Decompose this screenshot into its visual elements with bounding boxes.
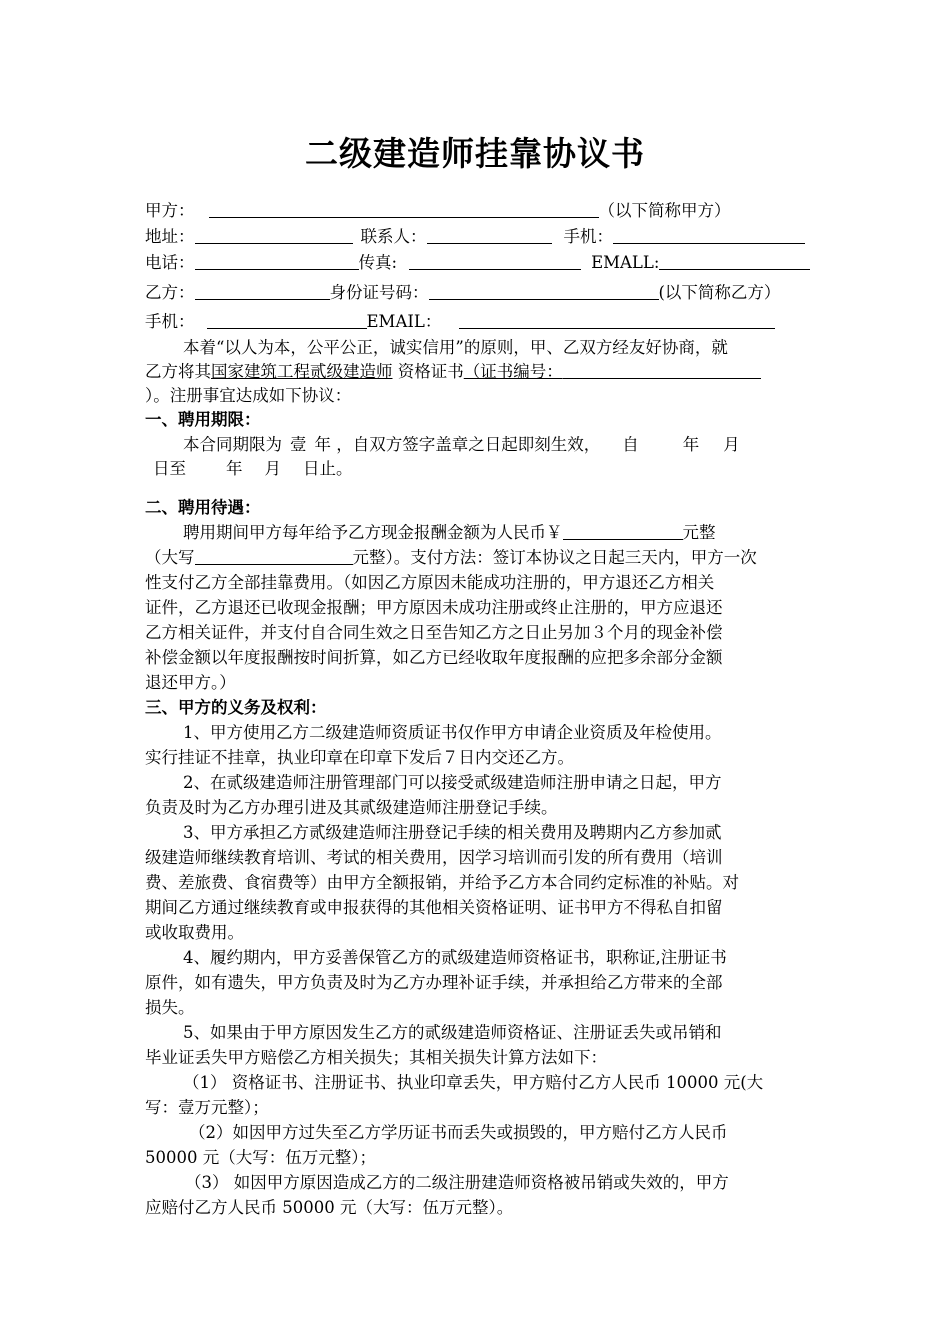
term-text-a: 本合同期限为 xyxy=(183,435,282,454)
section-2-line-7: 退还甲方。） xyxy=(145,673,236,692)
section-1-heading: 一、聘用期限： xyxy=(145,410,261,429)
party-b-suffix: (以下简称乙方） xyxy=(658,283,781,302)
salary-payment: 元整）。支付方法：签订本协议之日起三天内，甲方一次 xyxy=(352,548,757,567)
salary-unit: 元整 xyxy=(682,523,716,542)
contact-label: 联系人： xyxy=(360,227,427,246)
section-2-heading: 二、聘用待遇： xyxy=(145,498,261,517)
clause-3-line-4: 期间乙方通过继续教育或申报获得的其他相关资格证明、证书甲方不得私自扣留 xyxy=(145,898,723,917)
clause-1-line-2: 实行挂证不挂章，执业印章在印章下发后７日内交还乙方。 xyxy=(145,748,574,767)
party-b-contact-line xyxy=(145,310,810,334)
party-a-suffix: （以下简称甲方） xyxy=(598,201,731,220)
preamble-line-2 xyxy=(145,360,810,384)
clause-2-line-1: 2、在贰级建造师注册管理部门可以接受贰级建造师注册申请之日起，甲方 xyxy=(183,773,722,792)
contact-blank xyxy=(427,225,552,244)
email-blank-b xyxy=(459,310,775,329)
section-1-line-2 xyxy=(145,457,818,481)
party-a-address-line xyxy=(145,225,810,249)
preamble-pre: 乙方将其 xyxy=(145,362,211,381)
salary-text: 聘用期间甲方每年给予乙方现金报酬金额为人民币￥ xyxy=(183,523,563,542)
start-month: 月 xyxy=(723,435,740,454)
subclause-1-line-2: 写：壹万元整）； xyxy=(145,1098,269,1117)
preamble-line-1: 本着“以人为本，公平公正，诚实信用”的原则，甲、乙双方经友好协商，就 xyxy=(183,338,728,357)
fax-blank xyxy=(409,251,581,270)
section-2-line-4: 证件，乙方退还已收现金报酬；甲方原因未成功注册或终止注册的，甲方应退还 xyxy=(145,598,723,617)
subclause-2-line-2: 50000 元（大写：伍万元整）； xyxy=(145,1148,376,1167)
subclause-2-line-1: （2）如因甲方过失至乙方学历证书而丢失或损毁的，甲方赔付乙方人民币 xyxy=(189,1123,728,1142)
phone-blank xyxy=(195,251,359,270)
end-month: 月 xyxy=(264,459,281,478)
party-a-label: 甲方： xyxy=(145,201,195,220)
section-2-line-6: 补偿金额以年度报酬按时间折算，如乙方已经收取年度报酬的应把多余部分金额 xyxy=(145,648,723,667)
party-b-label: 乙方： xyxy=(145,283,195,302)
id-blank xyxy=(429,281,659,300)
email-label-a: EMALL: xyxy=(591,253,660,272)
salary-amount-blank xyxy=(563,521,683,540)
clause-5-line-1: 5、如果由于甲方原因发生乙方的贰级建造师资格证、注册证丢失或吊销和 xyxy=(183,1023,722,1042)
end-year: 年 xyxy=(226,459,243,478)
section-3-heading: 三、甲方的义务及权利： xyxy=(145,698,327,717)
section-2-line-3: 性支付乙方全部挂靠费用。（如因乙方原因未能成功注册的，甲方退还乙方相关 xyxy=(145,573,715,592)
subclause-3-line-2: 应赔付乙方人民币 50000 元（大写：伍万元整）。 xyxy=(145,1198,514,1217)
party-b-mobile-label: 手机： xyxy=(145,312,195,331)
certificate-type: 国家建筑工程贰级建造师 xyxy=(211,362,393,381)
clause-4-line-3: 损失。 xyxy=(145,998,195,1017)
clause-4-line-1: 4、履约期内，甲方妥善保管乙方的贰级建造师资格证书，职称证,注册证书 xyxy=(183,948,727,967)
party-a-name-blank xyxy=(209,199,599,218)
party-b-name-blank xyxy=(195,281,330,300)
mobile-label: 手机： xyxy=(563,227,613,246)
term-text-b: 年 ，自双方签字盖章之日起即刻生效， xyxy=(314,435,601,454)
start-from: 自 xyxy=(622,435,639,454)
mobile-blank xyxy=(613,225,805,244)
clause-3-line-5: 或收取费用。 xyxy=(145,923,244,942)
phone-label: 电话： xyxy=(145,253,195,272)
subclause-1-line-1: （1） 资格证书、注册证书、执业印章丢失，甲方赔付乙方人民币 10000 元(大 xyxy=(183,1073,764,1092)
section-2-line-1 xyxy=(145,521,848,545)
salary-capital-label: （大写 xyxy=(145,548,195,567)
subclause-3-line-1: （3） 如因甲方原因造成乙方的二级注册建造师资格被吊销或失效的，甲方 xyxy=(185,1173,729,1192)
end-to: 日至 xyxy=(153,459,186,478)
clause-3-line-1: 3、甲方承担乙方贰级建造师注册登记手续的相关费用及聘期内乙方参加贰 xyxy=(183,823,722,842)
clause-5-line-2: 毕业证丢失甲方赔偿乙方相关损失；其相关损失计算方法如下： xyxy=(145,1048,607,1067)
email-label-b: EMAIL： xyxy=(366,312,442,331)
term-years: 壹 xyxy=(290,435,307,454)
clause-3-line-2: 级建造师继续教育培训、考试的相关费用，因学习培训而引发的所有费用（培训 xyxy=(145,848,723,867)
certificate-number-blank xyxy=(563,360,761,379)
preamble-line-3: ）。注册事宜达成如下协议： xyxy=(145,386,352,405)
fax-label: 传真: xyxy=(358,253,398,272)
id-label: 身份证号码： xyxy=(329,283,429,302)
preamble-mid: 资格证书 xyxy=(392,362,464,381)
salary-capital-blank xyxy=(195,546,353,565)
clause-4-line-2: 原件，如有遗失，甲方负责及时为乙方办理补证手续，并承担给乙方带来的全部 xyxy=(145,973,723,992)
section-2-line-5: 乙方相关证件，并支付自合同生效之日至告知乙方之日止另加３个月的现金补偿 xyxy=(145,623,723,642)
clause-2-line-2: 负责及时为乙方办理引进及其贰级建造师注册登记手续。 xyxy=(145,798,558,817)
address-label: 地址： xyxy=(145,227,195,246)
party-a-phone-line xyxy=(145,251,810,275)
address-blank xyxy=(195,225,353,244)
document-title: 二级建造师挂靠协议书 xyxy=(305,134,645,173)
party-b-mobile-blank xyxy=(207,310,367,329)
section-1-line-1 xyxy=(145,433,848,457)
clause-1-line-1: 1、甲方使用乙方二级建造师资质证书仅作甲方申请企业资质及年检使用。 xyxy=(183,723,722,742)
section-2-line-2 xyxy=(145,546,810,570)
email-blank-a xyxy=(659,251,810,270)
certificate-number-label: （证书编号： xyxy=(463,362,563,381)
start-year: 年 xyxy=(682,435,700,454)
end-day: 日止。 xyxy=(303,459,353,478)
party-a-line xyxy=(145,199,810,223)
party-b-line xyxy=(145,281,810,305)
clause-3-line-3: 费、差旅费、食宿费等）由甲方全额报销，并给予乙方本合同约定标准的补贴。对 xyxy=(145,873,739,892)
